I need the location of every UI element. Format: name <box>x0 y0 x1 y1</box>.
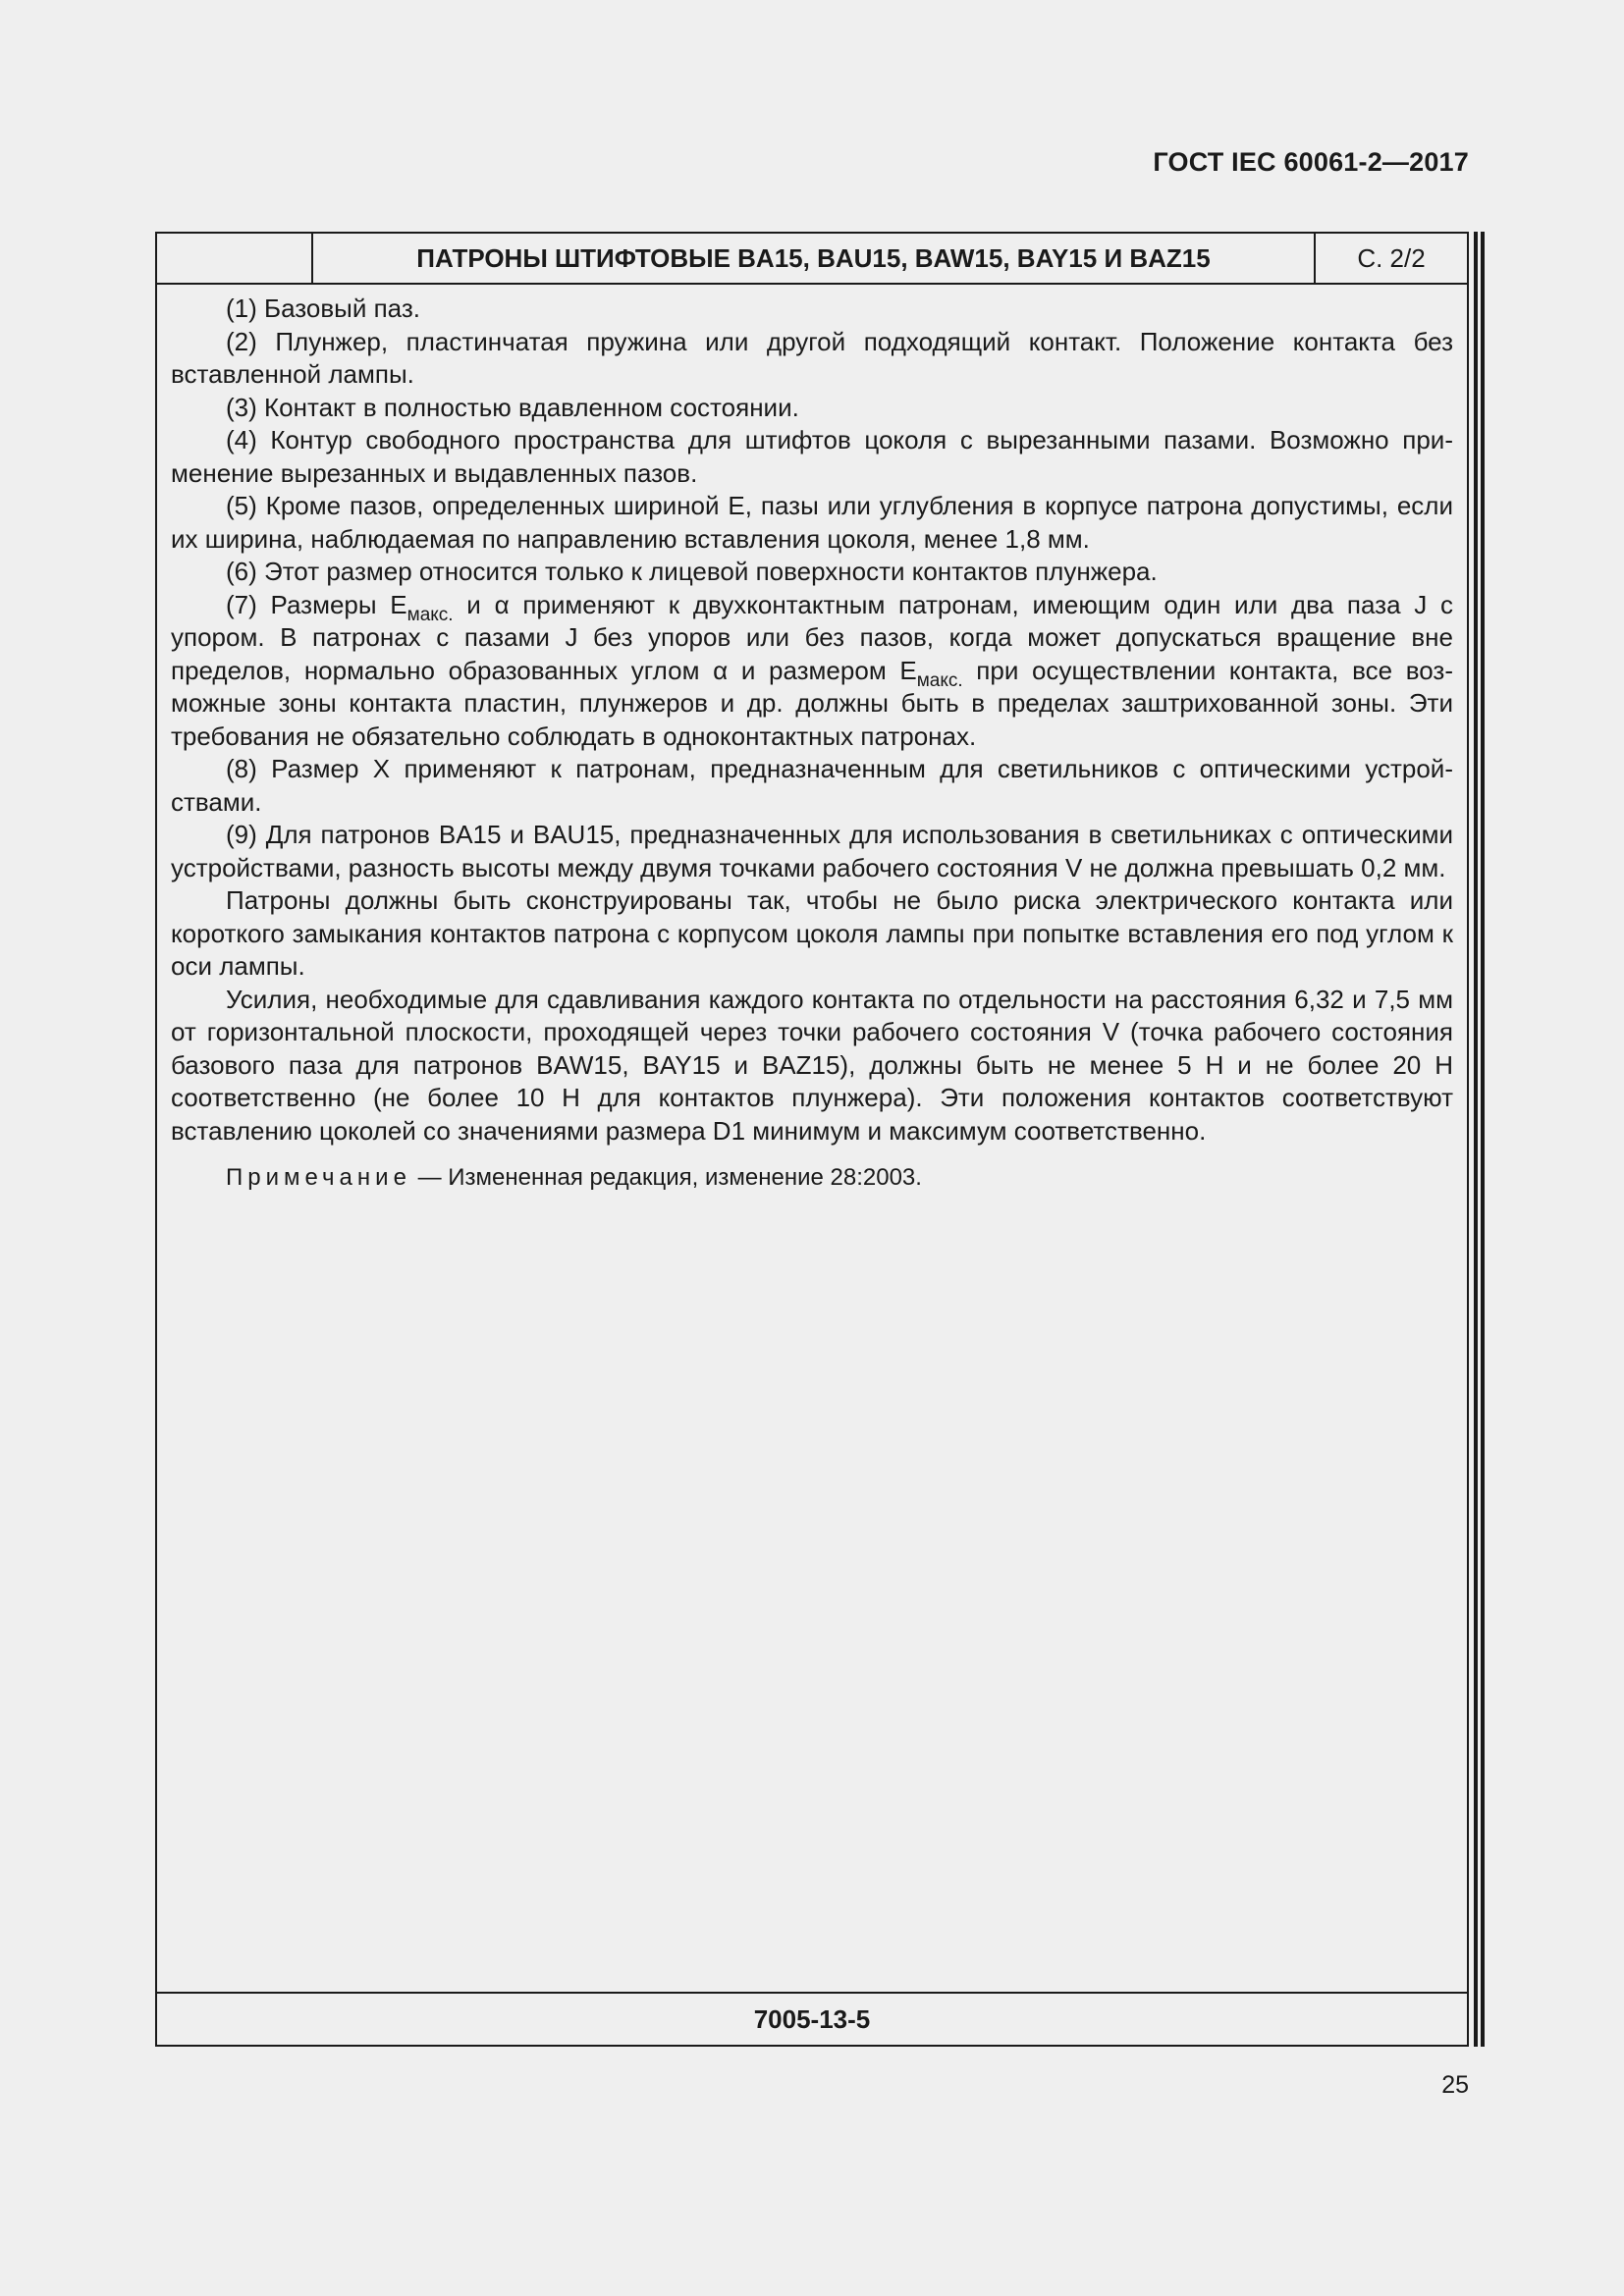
requirement-paragraph-2: Усилия, необходимые для сдавливания каждого контакта по отдельности на расстояния 6,32 и 7,5 мм от горизонтальной плоскости, проходящей через точки рабочего состояния V (точка рабочего состояния базового паза для патронов BAW15, BAY15 и BAZ15), должны быть не менее 5 Н и не более 20 Н соответственно (не более 10 Н для контактов плунжера). Эти положения контактов соответствуют вставлению цоколей со значениями размера D1 минимум и максимум соответственно. <box>171 984 1453 1146</box>
editorial-note <box>171 1161 1453 1195</box>
note-text: — Измененная редакция, изменение 28:2003. <box>410 1164 922 1191</box>
note-7-text-a: (7) Размеры E <box>226 589 407 619</box>
sheet-title: ПАТРОНЫ ШТИФТОВЫЕ BA15, BAU15, BAW15, BAY15 И BAZ15 <box>416 242 1211 273</box>
frame-double-rule-outer <box>1481 232 1485 2047</box>
page-number: 25 <box>1441 2071 1469 2099</box>
subscript-max-2: макс. <box>916 669 963 691</box>
sheet-number: С. 2/2 <box>1314 234 1467 283</box>
title-block <box>157 234 1467 285</box>
note-paragraph-1: (1) Базовый паз. <box>226 294 420 323</box>
title-block-empty-cell <box>157 234 313 283</box>
note-paragraph-5: (5) Кроме пазов, определенных шириной E, пазы или углубления в корпусе патрона допустимы, если их ширина, наблюдаемая по направлению вставления цоколя, менее 1,8 мм. <box>171 491 1453 554</box>
note-paragraph-7 <box>171 589 1453 754</box>
sheet-code: 7005-13-5 <box>157 1992 1467 2045</box>
note-paragraph-2: (2) Плунжер, пластинчатая пружина или другой подходящий контакт. Положение контакта без вставленной лампы. <box>171 326 1453 389</box>
document-standard-number: ГОСТ IEC 60061-2—2017 <box>1153 147 1469 177</box>
note-paragraph-9: (9) Для патронов BA15 и BAU15, предназначенных для использования в светильниках с оптическими устройствами, разность высоты между двумя точками рабочего состояния V не должна превышать 0,2 мм. <box>171 820 1453 882</box>
note-paragraph-8: (8) Размер X применяют к патронам, предназначенным для светильников с оптическими устройствами. <box>171 754 1453 817</box>
note-7-text-c: при осуществлении контакта, все возможные зоны контакта пластин, плунжеров и др. должны быть в пределах заштрихованной зоны. Эти требования не обязательно соблюдать в одноконтактных патронах. <box>171 655 1453 751</box>
subscript-max-1: макс. <box>406 604 454 625</box>
note-paragraph-3: (3) Контакт в полностью вдавленном состоянии. <box>226 392 799 422</box>
requirement-paragraph-1: Патроны должны быть сконструированы так, чтобы не было риска электрического контакта или короткого замыкания контактов патрона с корпусом цоколя лампы при попытке вставления его под углом к оси лампы. <box>171 885 1453 981</box>
frame-double-rule-inner <box>1474 232 1478 2047</box>
sheet-frame <box>155 232 1469 2047</box>
note-paragraph-4: (4) Контур свободного пространства для штифтов цоколя с вырезанными пазами. Возможно применение вырезанных и выдавленных пазов. <box>171 425 1453 488</box>
note-paragraph-6: (6) Этот размер относится только к лицевой поверхности контактов плунжера. <box>226 557 1158 586</box>
note-label: Примечание <box>226 1164 411 1191</box>
note-7-text-b: и α применяют к двухконтактным патронам, имеющим один или два паза J с упором. В патронах с пазами J без упоров или без пазов, когда может допускаться вращение вне пределов, нормально образованных углом α и размером E <box>171 589 1453 685</box>
notes-body <box>171 293 1453 1195</box>
